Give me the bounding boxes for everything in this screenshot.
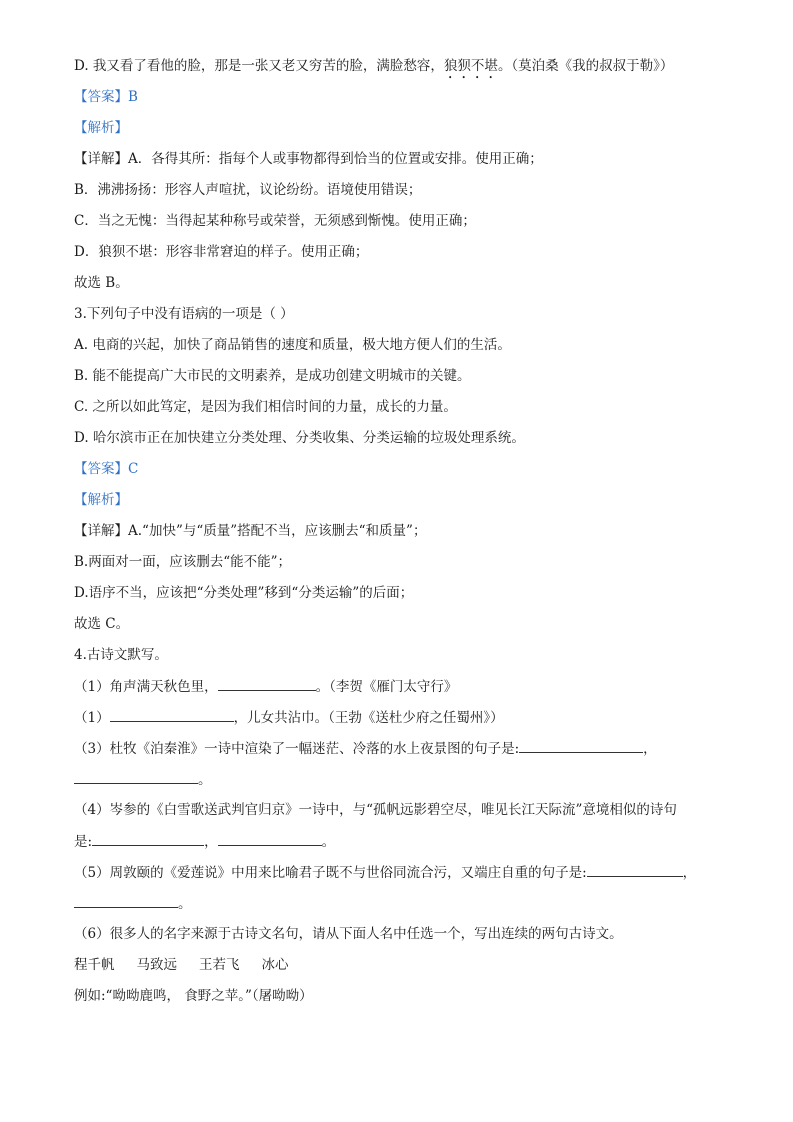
end-mark: 。 — [321, 834, 336, 850]
detail-label: 【详解】 — [74, 151, 128, 167]
answer-label: 【答案】 — [74, 461, 128, 477]
q4-item-4: （4）岑参的《白雪歌送武判官归京》一诗中，与“孤帆远影碧空尽，唯见长江天际流”意境相似的诗句 — [74, 802, 677, 818]
q2-detail-c: C．当之无愧：当得起某种称号或荣誉，无须感到惭愧。使用正确； — [74, 213, 476, 229]
end-mark: 。 — [198, 772, 212, 788]
separator: ， — [643, 741, 657, 757]
q4-item-3-cont — [74, 769, 714, 789]
separator: ， — [204, 834, 218, 850]
detail-label: 【详解】 — [74, 523, 128, 539]
q4-item-4-cont — [74, 831, 714, 851]
q4-item-5 — [74, 862, 714, 882]
name-list — [74, 955, 714, 975]
end-mark: 。 — [178, 896, 192, 912]
answer-blank[interactable] — [74, 893, 178, 908]
q4-item-6: （6）很多人的名字来源于古诗文名句，请从下面人名中任选一个，写出连续的两句古诗文。 — [74, 926, 623, 942]
q3-conclusion: 故选 C。 — [74, 616, 130, 632]
item-text: （1）角声满天秋色里， — [74, 679, 218, 695]
name-option: 马致远 — [136, 957, 177, 973]
q3-option-a: A. 电商的兴起，加快了商品销售的速度和质量，极大地方便人们的生活。 — [74, 337, 511, 353]
separator: ， — [682, 865, 697, 881]
q3-option-c: C. 之所以如此笃定，是因为我们相信时间的力量，成长的力量。 — [74, 399, 457, 415]
q3-option-b: B. 能不能提高广大市民的文明素养，是成功创建文明城市的关键。 — [74, 368, 471, 384]
q2-option-d — [74, 56, 714, 76]
document-page — [74, 56, 714, 1017]
q4-item-1 — [74, 676, 714, 696]
answer-blank[interactable] — [92, 831, 204, 846]
q3-answer — [74, 459, 714, 479]
q3-detail-b: B.两面对一面，应该删去“能不能”； — [74, 554, 292, 570]
q3-question: 3.下列句子中没有语病的一项是（ ） — [74, 306, 294, 322]
q4-example: 例如:“呦呦鹿鸣， 食野之苹。”（屠呦呦） — [74, 988, 313, 1004]
name-option: 冰心 — [261, 957, 289, 973]
item-text: （3）杜牧《泊秦淮》一诗中渲染了一幅迷茫、冷落的水上夜景图的句子是: — [74, 741, 520, 757]
item-source: 。（李贺《雁门太守行》 — [315, 679, 458, 695]
q4-item-3 — [74, 738, 714, 758]
q2-answer — [74, 87, 714, 107]
answer-blank[interactable] — [519, 738, 643, 753]
q2-detail-b: B．沸沸扬扬：形容人声喧扰，议论纷纷。语境使用错误； — [74, 182, 422, 198]
answer-value: B — [128, 89, 138, 105]
answer-blank[interactable] — [587, 862, 683, 877]
q2-detail-a — [74, 149, 714, 169]
q2-option-d-emphasis: 狼狈不堪 — [443, 58, 498, 74]
q3-detail-d: D.语序不当，应该把“分类处理”移到“分类运输”的后面； — [74, 585, 414, 601]
answer-value: C — [128, 461, 139, 477]
q4-title: 4.古诗文默写。 — [74, 647, 168, 663]
name-option: 王若飞 — [199, 957, 240, 973]
q3-option-d: D. 哈尔滨市正在加快建立分类处理、分类收集、分类运输的垃圾处理系统。 — [74, 430, 525, 446]
name-option: 程千帆 — [74, 957, 115, 973]
q3-analysis-label: 【解析】 — [74, 492, 128, 508]
detail-text: A.“加快”与“质量”搭配不当，应该删去“和质量”； — [128, 523, 427, 539]
item-text: 是: — [74, 834, 93, 850]
q4-item-5-cont — [74, 893, 714, 913]
answer-blank[interactable] — [218, 676, 316, 691]
item-number: （1） — [74, 710, 110, 726]
q2-conclusion: 故选 B。 — [74, 275, 129, 291]
q2-option-d-source: 。（莫泊桑《我的叔叔于勒》） — [497, 58, 674, 74]
item-text: ，儿女共沾巾。（王勃《送杜少府之任蜀州》） — [233, 710, 504, 726]
answer-blank[interactable] — [218, 831, 322, 846]
q4-item-2 — [74, 707, 714, 727]
detail-text: A．各得其所：指每个人或事物都得到恰当的位置或安排。使用正确； — [128, 151, 543, 167]
answer-blank[interactable] — [74, 769, 198, 784]
q2-detail-d: D．狼狈不堪：形容非常窘迫的样子。使用正确； — [74, 244, 369, 260]
item-text: （5）周敦颐的《爱莲说》中用来比喻君子既不与世俗同流合污，又端庄自重的句子是: — [74, 865, 587, 881]
q2-analysis-label: 【解析】 — [74, 120, 128, 136]
answer-blank[interactable] — [110, 707, 234, 722]
q3-detail-a — [74, 521, 714, 541]
answer-label: 【答案】 — [74, 89, 128, 105]
q2-option-d-text: D. 我又看了看他的脸，那是一张又老又穷苦的脸，满脸愁容， — [74, 58, 444, 74]
